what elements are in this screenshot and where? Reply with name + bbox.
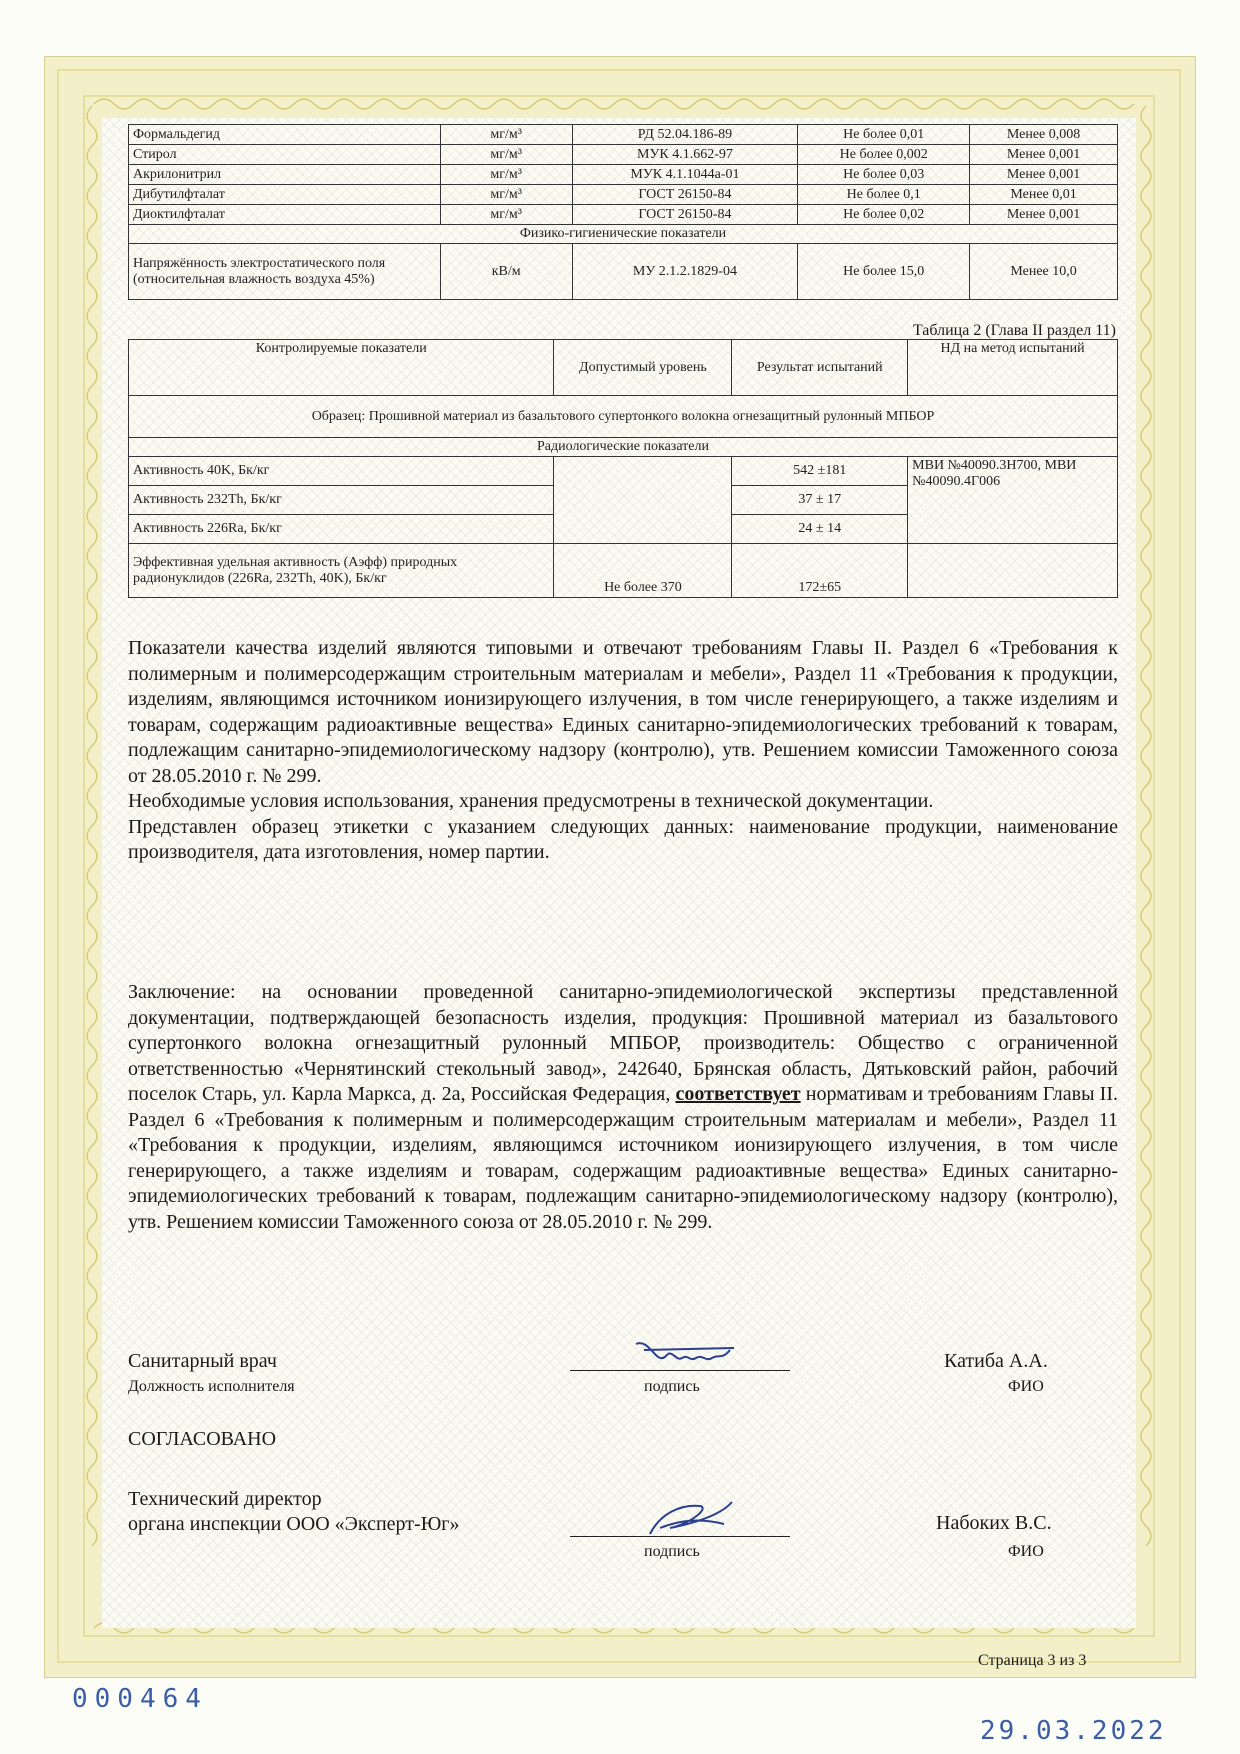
indicator-result: Менее 10,0: [970, 244, 1118, 300]
indicator-result: Менее 0,001: [970, 145, 1118, 165]
indicator-result: Менее 0,001: [970, 165, 1118, 185]
indicator-norm: Не более 15,0: [798, 244, 970, 300]
indicator-name: Формальдегид: [129, 125, 441, 145]
table-row: [129, 205, 1118, 225]
conclusion-verdict: соответствует: [675, 1083, 801, 1105]
date-stamp: 29.03.2022: [980, 1716, 1167, 1746]
indicator-unit: кВ/м: [440, 244, 572, 300]
signer2-sign-caption: подпись: [644, 1543, 700, 1560]
indicator-unit: мг/м³: [440, 145, 572, 165]
indicator-name: Напряжённость электростатического поля (относительная влажность воздуха 45%): [129, 244, 441, 300]
signer2-name: Набоких В.С.: [936, 1512, 1052, 1534]
indicator-norm: Не более 0,002: [798, 145, 970, 165]
body-text: [128, 636, 1118, 866]
indicator-result: Менее 0,001: [970, 205, 1118, 225]
method-mvi: МВИ №40090.3Н700, МВИ №40090.4Г006: [908, 457, 1118, 544]
paragraph-label: Представлен образец этикетки с указанием следующих данных: наименование продукции, наименование производителя, дата изготовления, номер партии.: [128, 815, 1118, 863]
row-method-aeff: [908, 544, 1118, 598]
row-name-th232: Активность 232Th, Бк/кг: [129, 486, 554, 515]
radiology-table: [128, 339, 1118, 598]
indicator-result: Менее 0,008: [970, 125, 1118, 145]
indicator-norm: Не более 0,02: [798, 205, 970, 225]
header-test-method: НД на метод испытаний: [908, 340, 1118, 396]
indicator-unit: мг/м³: [440, 125, 572, 145]
indicator-norm: Не более 0,03: [798, 165, 970, 185]
signer1-sign-caption: подпись: [644, 1378, 700, 1395]
indicator-unit: мг/м³: [440, 205, 572, 225]
sample-description: Образец: Прошивной материал из базальтового супертонкого волокна огнезащитный рулонный МПБОР: [129, 396, 1118, 438]
signer1-position-caption: Должность исполнителя: [128, 1378, 295, 1395]
indicator-name: Акрилонитрил: [129, 165, 441, 185]
indicator-method: МУК 4.1.1044а-01: [572, 165, 798, 185]
indicator-method: МУ 2.1.2.1829-04: [572, 244, 798, 300]
signer1-position: Санитарный врач: [128, 1350, 277, 1372]
section-row: [129, 225, 1118, 244]
row-result-ra226: 24 ± 14: [732, 515, 908, 544]
signer2-name-caption: ФИО: [1008, 1543, 1044, 1560]
signer2-position-line2: органа инспекции ООО «Эксперт-Юг»: [128, 1513, 460, 1535]
indicator-result: Менее 0,01: [970, 185, 1118, 205]
paragraph-conditions: Необходимые условия использования, хранения предусмотрены в технической документации.: [128, 790, 934, 812]
indicator-unit: мг/м³: [440, 165, 572, 185]
row-result-aeff: 172±65: [732, 544, 908, 598]
page-number: Страница 3 из 3: [978, 1652, 1087, 1669]
header-allowed-level: Допустимый уровень: [554, 340, 732, 396]
serial-number: 000464: [72, 1684, 208, 1714]
table-row: [129, 165, 1118, 185]
signer1-signature: [630, 1336, 740, 1376]
row-result-th232: 37 ± 17: [732, 486, 908, 515]
agreed-heading: СОГЛАСОВАНО: [128, 1428, 277, 1450]
indicator-name: Диоктилфталат: [129, 205, 441, 225]
signer2-position-line1: Технический директор: [128, 1488, 322, 1510]
hygiene-table: [128, 124, 1118, 300]
row-result-k40: 542 ±181: [732, 457, 908, 486]
indicator-method: МУК 4.1.662-97: [572, 145, 798, 165]
conclusion: [128, 980, 1118, 1235]
signer1-name-caption: ФИО: [1008, 1378, 1044, 1395]
indicator-norm: Не более 0,01: [798, 125, 970, 145]
table-row: [129, 185, 1118, 205]
paragraph-requirements: Показатели качества изделий являются типовыми и отвечают требованиям Главы II. Раздел 6 «Требования к полимерным и полимерсодержащим строительным материалам и мебели», Раздел 11 «Требования к продукции, изделиям, являющимся источником ионизирующего излучения, в том числе генерирующего, а также изделиям и товарам, содержащим радиоактивные вещества» Единых санитарно-эпидемиологических требований к товарам, подлежащим санитарно-эпидемиологическому надзору (контролю), утв. Решением комиссии Таможенного союза от 28.05.2010 г. № 299.: [128, 637, 1118, 787]
header-indicators: Контролируемые показатели: [129, 340, 554, 396]
section-physical: Физико-гигиенические показатели: [129, 225, 1118, 244]
signer2-signature: [640, 1494, 740, 1544]
section-radiology: Радиологические показатели: [129, 438, 1118, 457]
table-row: [129, 244, 1118, 300]
conclusion-text-b: нормативам и требованиям Главы II. Раздел 6 «Требования к полимерным и полимерсодержащим строительным материалам и мебели», Раздел 11 «Требования к продукции, изделиям, являющимся источником ионизирующего излучения, в том числе генерирующего, а также изделиям и товарам, содержащим радиоактивные вещества» Единых санитарно-эпидемиологических требований к товарам, подлежащим санитарно-эпидемиологическому надзору (контролю), утв. Решением комиссии Таможенного союза от 28.05.2010 г. № 299.: [128, 1083, 1118, 1233]
indicator-method: ГОСТ 26150-84: [572, 205, 798, 225]
table-row: [129, 125, 1118, 145]
indicator-name: Стирол: [129, 145, 441, 165]
norm-empty: [554, 457, 732, 544]
row-name-ra226: Активность 226Ra, Бк/кг: [129, 515, 554, 544]
table-row: [129, 145, 1118, 165]
header-test-result: Результат испытаний: [732, 340, 908, 396]
indicator-unit: мг/м³: [440, 185, 572, 205]
table2-caption: Таблица 2 (Глава II раздел 11): [912, 322, 1116, 339]
conclusion-text-a: Заключение: на основании проведенной санитарно-эпидемиологической экспертизы представленной документации, подтверждающей безопасность изделия, продукция: Прошивной материал из базальтового супертонкого волокна огнезащитный рулонный МПБОР, производитель: Общество с ограниченной ответственностью «Чернятинский стекольный завод», 242640, Брянская область, Дятьковский район, рабочий поселок Старь, ул. Карла Маркса, д. 2а, Российская Федерация,: [128, 981, 1118, 1105]
row-name-k40: Активность 40K, Бк/кг: [129, 457, 554, 486]
indicator-norm: Не более 0,1: [798, 185, 970, 205]
signer1-name: Катиба А.А.: [944, 1350, 1048, 1372]
row-name-aeff: Эффективная удельная активность (Аэфф) природных радионуклидов (226Ra, 232Th, 40K), Бк/кг: [129, 544, 554, 598]
indicator-method: ГОСТ 26150-84: [572, 185, 798, 205]
indicator-method: РД 52.04.186-89: [572, 125, 798, 145]
row-norm-aeff: Не более 370: [554, 544, 732, 598]
indicator-name: Дибутилфталат: [129, 185, 441, 205]
